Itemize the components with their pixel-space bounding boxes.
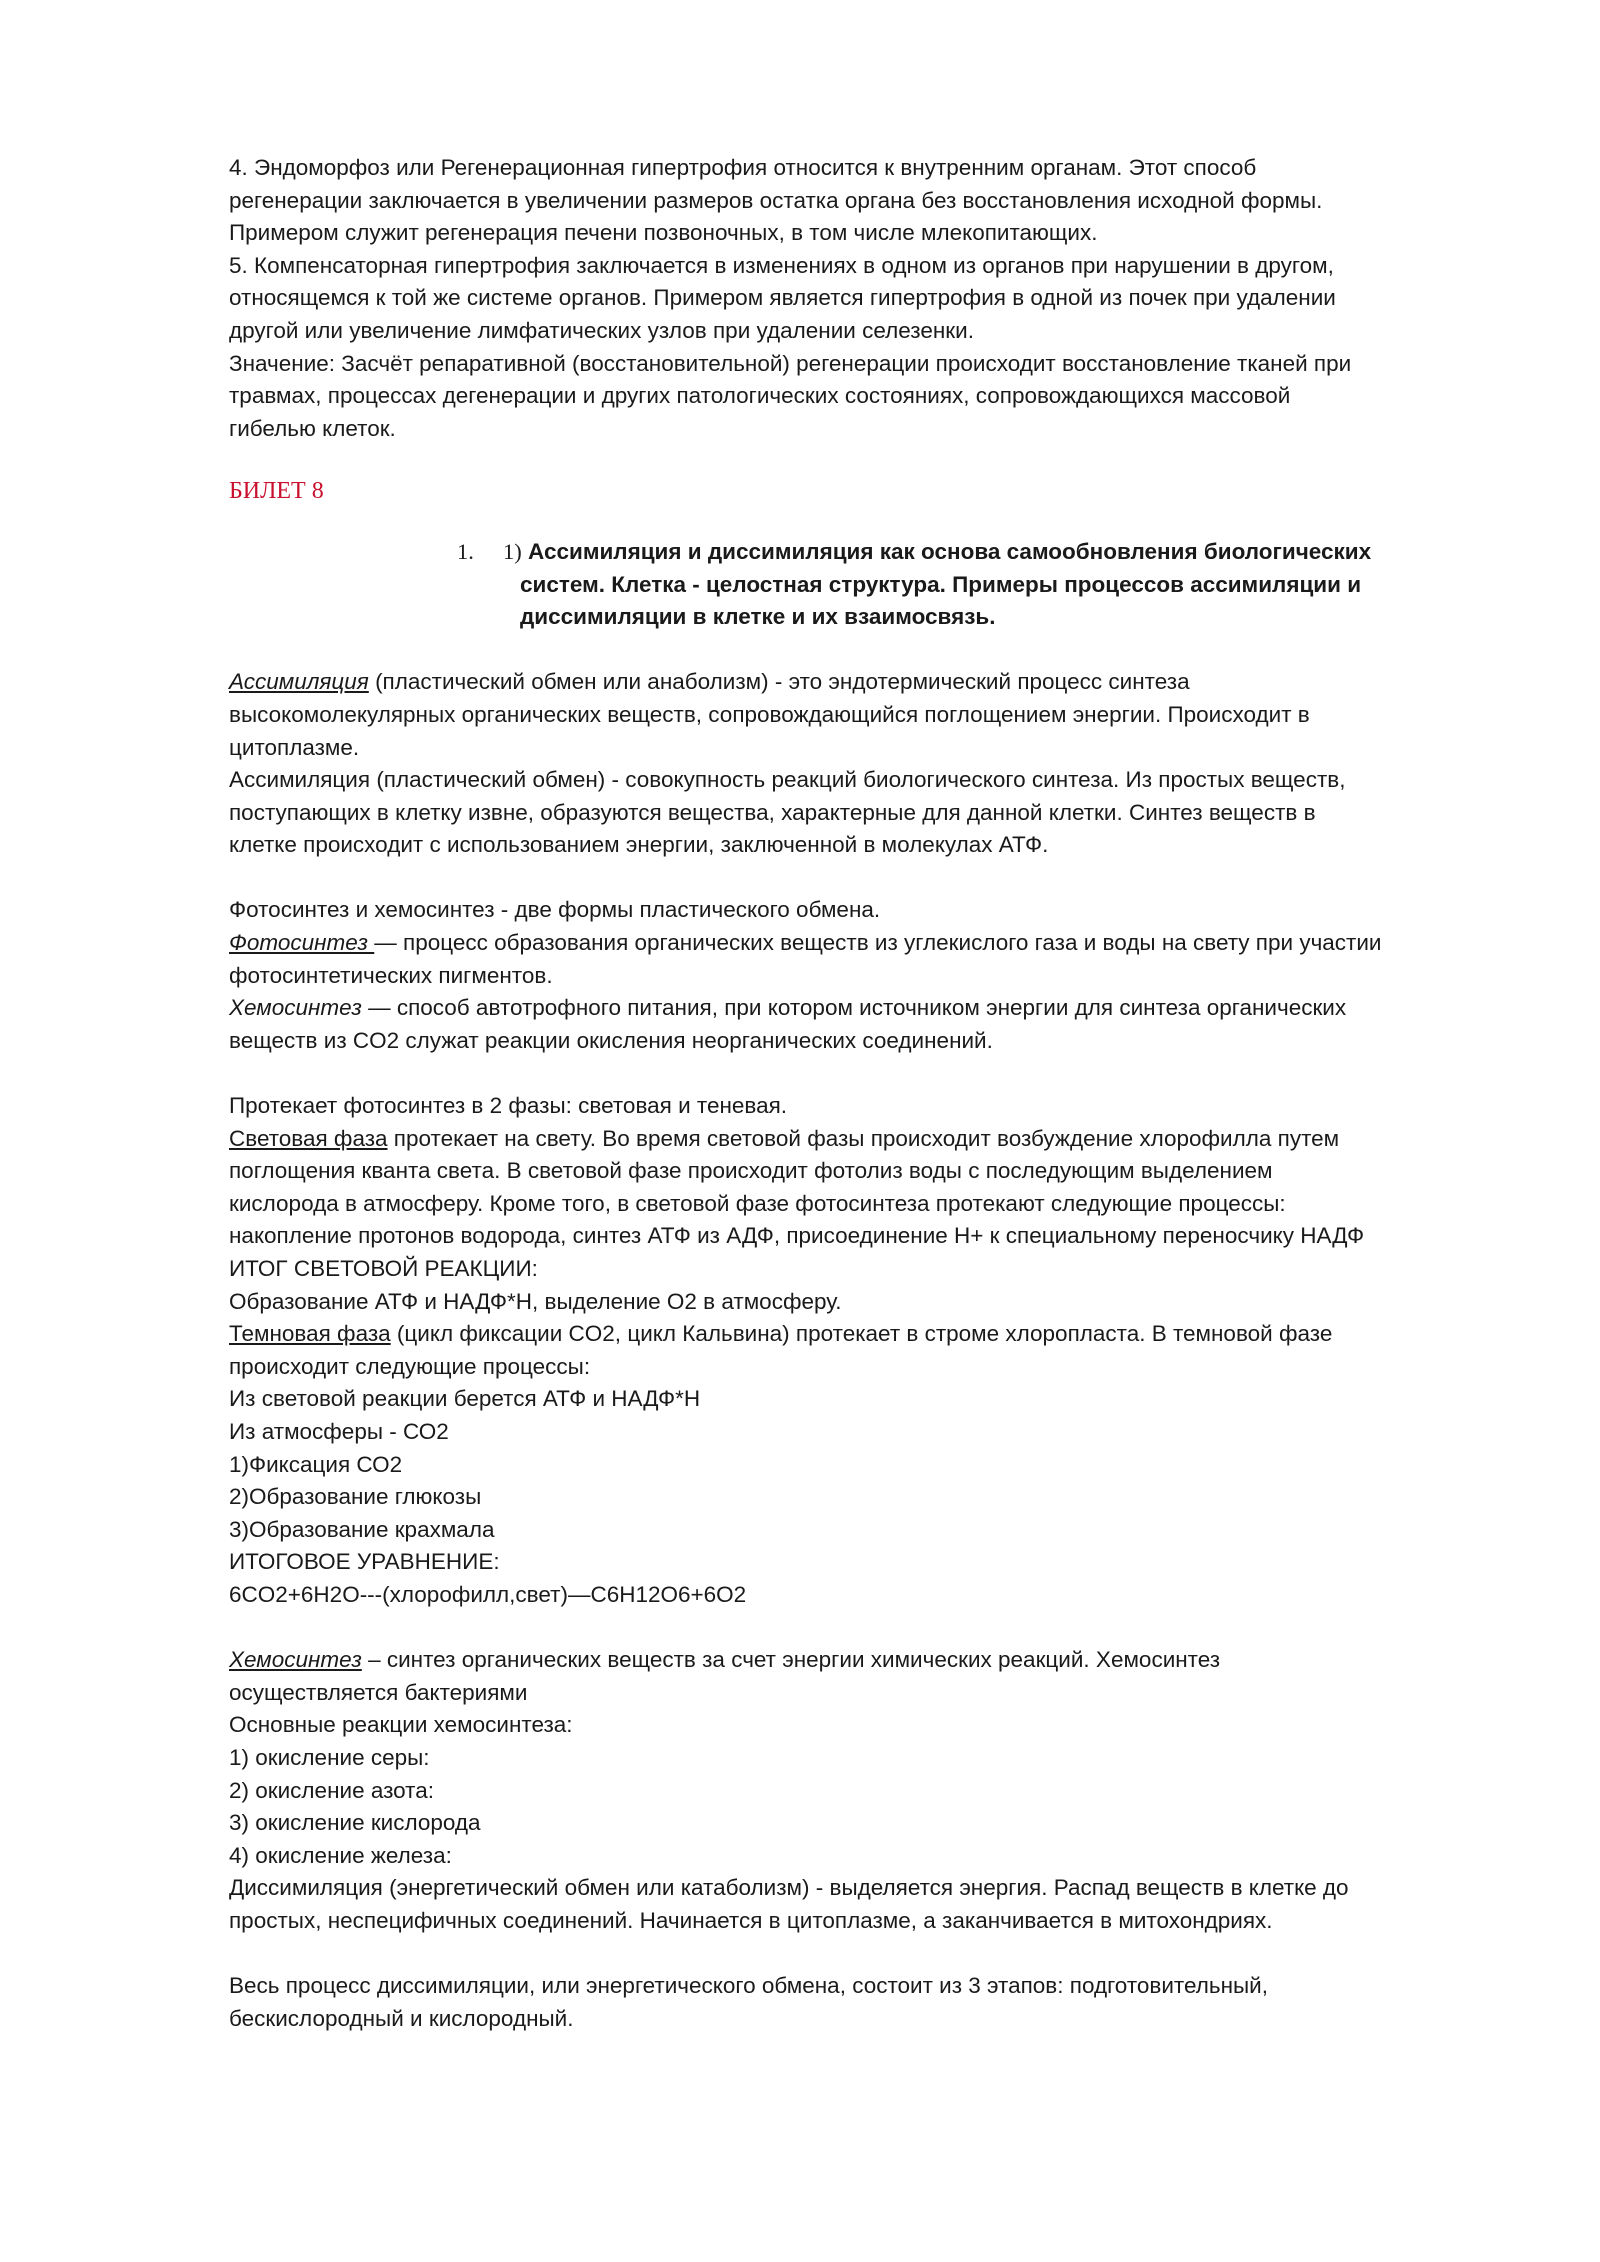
term-assimilation: Ассимиляция bbox=[229, 669, 369, 695]
paragraph-line: Весь процесс диссимиляции, или энергетического обмена, состоит из 3 этапов: подготовительный, bbox=[229, 1973, 1268, 1999]
list-item: 4) окисление железа: bbox=[229, 1842, 452, 1868]
question-number: 1. bbox=[457, 538, 474, 564]
paragraph-line: цитоплазме. bbox=[229, 734, 360, 760]
chemosynthesis-section bbox=[229, 1644, 1519, 1937]
term-light-phase: Световая фаза bbox=[229, 1125, 388, 1151]
paragraph-line: простых, неспецифичных соединений. Начинается в цитоплазме, а заканчивается в митохондриях. bbox=[229, 1907, 1273, 1933]
paragraph-line: Фотосинтез и хемосинтез - две формы пластического обмена. bbox=[229, 897, 881, 923]
term-photosynthesis: Фотосинтез bbox=[229, 930, 375, 956]
paragraph-line: ИТОГОВОЕ УРАВНЕНИЕ: bbox=[229, 1549, 500, 1575]
equation: 6CO2+6H2O---(хлорофилл,свет)—C6H12O6+6O2 bbox=[229, 1581, 747, 1607]
paragraph-text: (цикл фиксации CO2, цикл Кальвина) протекает в строме хлоропласта. В темновой фазе bbox=[390, 1321, 1333, 1347]
paragraph-line: Примером служит регенерация печени позвоночных, в том числе млекопитающих. bbox=[229, 220, 1098, 246]
ticket-heading: БИЛЕТ 8 bbox=[229, 478, 324, 505]
list-item: 2) окисление азота: bbox=[229, 1777, 434, 1803]
forms-section bbox=[229, 894, 1519, 1057]
paragraph-line: 4. Эндоморфоз или Регенерационная гипертрофия относится к внутренним органам. Этот способ bbox=[229, 155, 1257, 180]
paragraph-line: фотосинтетических пигментов. bbox=[229, 962, 553, 988]
question-heading bbox=[457, 536, 1519, 634]
term-dark-phase: Темновая фаза bbox=[229, 1321, 391, 1347]
list-item: 1)Фиксация СО2 bbox=[229, 1451, 403, 1477]
list-item: 2)Образование глюкозы bbox=[229, 1484, 482, 1510]
paragraph-text: протекает на свету. Во время световой фазы происходит возбуждение хлорофилла путем bbox=[387, 1125, 1340, 1151]
list-item: 3) окисление кислорода bbox=[229, 1810, 481, 1836]
paragraph-text: (пластический обмен или анаболизм) - это эндотермический процесс синтеза bbox=[368, 669, 1190, 695]
paragraph-line: накопление протонов водорода, синтез АТФ из АДФ, присоединение Н+ к специальному переносчику НАДФ bbox=[229, 1223, 1365, 1249]
question-line: диссимиляции в клетке и их взаимосвязь. bbox=[520, 604, 996, 630]
paragraph-line: бескислородный и кислородный. bbox=[229, 2005, 574, 2031]
term-chemosynthesis-heading: Хемосинтез bbox=[229, 1647, 362, 1673]
paragraph-line: травмах, процессах дегенерации и других патологических состояниях, сопровождающихся массовой bbox=[229, 383, 1291, 409]
phases-section bbox=[229, 1090, 1519, 1612]
paragraph-line: относящемся к той же системе органов. Примером является гипертрофия в одной из почек при удалении bbox=[229, 285, 1336, 311]
term-chemosynthesis: Хемосинтез bbox=[229, 995, 362, 1021]
paragraph-line: другой или увеличение лимфатических узлов при удалении селезенки. bbox=[229, 317, 974, 343]
dissimilation-section bbox=[229, 1970, 1519, 2035]
paragraph-line: Из атмосферы - СО2 bbox=[229, 1418, 449, 1444]
paragraph-line: клетке происходит с использованием энергии, заключенной в молекулах АТФ. bbox=[229, 832, 1049, 858]
paragraph-line: высокомолекулярных органических веществ, сопровождающийся поглощением энергии. Происходит в bbox=[229, 701, 1310, 727]
paragraph-line: 5. Компенсаторная гипертрофия заключается в изменениях в одном из органов при нарушении в другом, bbox=[229, 252, 1334, 278]
paragraph-line: Ассимиляция (пластический обмен) - совокупность реакций биологического синтеза. Из простых веществ, bbox=[229, 767, 1346, 793]
paragraph-line: поступающих в клетку извне, образуются вещества, характерные для данной клетки. Синтез веществ в bbox=[229, 799, 1316, 825]
paragraph-line: осуществляется бактериями bbox=[229, 1679, 528, 1705]
regeneration-section bbox=[229, 152, 1519, 445]
question-line: систем. Клетка - целостная структура. Примеры процессов ассимиляции и bbox=[520, 571, 1362, 597]
document-body bbox=[229, 152, 1519, 2035]
paragraph-text: – синтез органических веществ за счет энергии химических реакций. Хемосинтез bbox=[361, 1647, 1221, 1673]
paragraph-line: Из световой реакции берется АТФ и НАДФ*Н bbox=[229, 1386, 701, 1412]
paragraph-line: ИТОГ СВЕТОВОЙ РЕАКЦИИ: bbox=[229, 1256, 538, 1281]
paragraph-line: кислорода в атмосферу. Кроме того, в световой фазе фотосинтеза протекают следующие процессы: bbox=[229, 1190, 1286, 1216]
question-line: Ассимиляция и диссимиляция как основа самообновления биологических bbox=[528, 538, 1372, 564]
question-subnumber: 1) bbox=[503, 538, 522, 564]
paragraph-line: поглощения кванта света. В световой фазе происходит фотолиз воды с последующим выделением bbox=[229, 1158, 1273, 1184]
paragraph-line: происходит следующие процессы: bbox=[229, 1353, 591, 1379]
paragraph-line: Протекает фотосинтез в 2 фазы: световая и теневая. bbox=[229, 1093, 788, 1119]
list-item: 1) окисление серы: bbox=[229, 1744, 430, 1770]
assimilation-section bbox=[229, 666, 1519, 862]
paragraph-line: веществ из CO2 служат реакции окисления неорганических соединений. bbox=[229, 1027, 993, 1053]
paragraph-line: Образование АТФ и НАДФ*Н, выделение О2 в атмосферу. bbox=[229, 1288, 842, 1314]
paragraph-text: — процесс образования органических веществ из углекислого газа и воды на свету при участии bbox=[374, 930, 1382, 956]
paragraph-text: — способ автотрофного питания, при котором источником энергии для синтеза органических bbox=[361, 995, 1347, 1021]
paragraph-line: гибелью клеток. bbox=[229, 415, 396, 441]
list-item: 3)Образование крахмала bbox=[229, 1516, 495, 1542]
paragraph-line: Значение: Засчёт репаративной (восстановительной) регенерации происходит восстановление тканей при bbox=[229, 350, 1352, 376]
paragraph-line: Диссимиляция (энергетический обмен или катаболизм) - выделяется энергия. Распад веществ в клетке до bbox=[229, 1875, 1349, 1901]
paragraph-line: Основные реакции хемосинтеза: bbox=[229, 1712, 573, 1738]
paragraph-line: регенерации заключается в увеличении размеров остатка органа без восстановления исходной формы. bbox=[229, 187, 1323, 213]
